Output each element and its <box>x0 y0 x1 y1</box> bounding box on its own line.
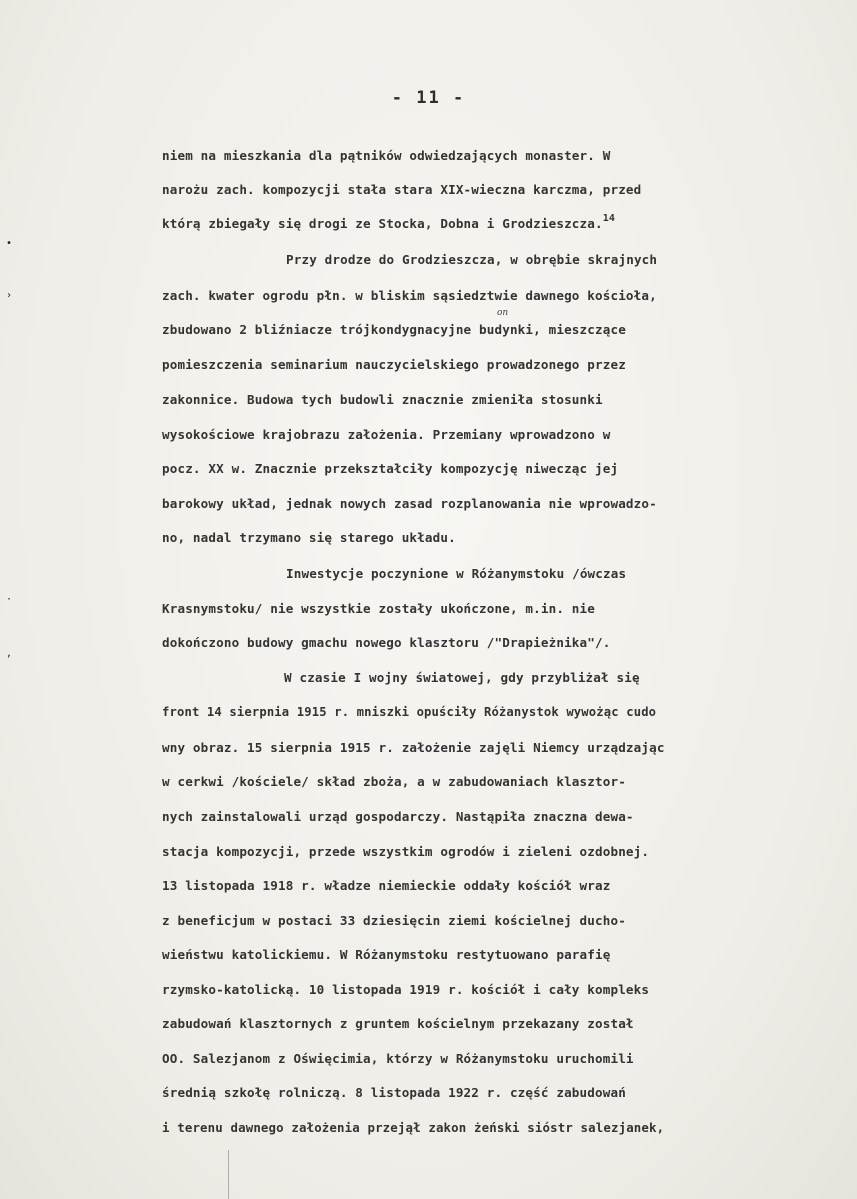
text-line: rzymsko-katolicką. 10 listopada 1919 r. kościół i cały kompleks <box>162 982 650 997</box>
paper-crease <box>228 1150 229 1199</box>
margin-dot: • <box>6 238 13 249</box>
footnote-reference: 14 <box>602 213 616 224</box>
text-line: zakonnice. Budowa tych budowli znacznie zmieniła stosunki <box>162 392 603 407</box>
text-line: i terenu dawnego założenia przejął zakon żeński sióstr salezjanek, <box>162 1120 665 1135</box>
text-line: niem na mieszkania dla pątników odwiedzających monaster. W <box>162 148 611 163</box>
text-line: w cerkwi /kościele/ skład zboża, a w zabudowaniach klasztor- <box>162 774 626 789</box>
margin-mark: ‚ <box>6 648 13 659</box>
text-line: którą zbiegały się drogi ze Stocka, Dobna i Grodzieszcza. <box>162 216 603 231</box>
text-line: dokończono budowy gmachu nowego klasztoru /"Drapieżnika"/. <box>162 635 611 650</box>
text-line: średnią szkołę rolniczą. 8 listopada 1922 r. część zabudowań <box>162 1085 626 1100</box>
margin-mark: › <box>6 290 13 301</box>
text-line-indented: W czasie I wojny światowej, gdy przybliżał się <box>284 670 640 685</box>
text-line: wysokościowe krajobrazu założenia. Przemiany wprowadzono w <box>162 427 611 442</box>
text-line: z beneficjum w postaci 33 dziesięcin ziemi kościelnej ducho- <box>162 913 626 928</box>
text-line: zbudowano 2 bliźniacze trójkondygnacyjne budynki, mieszczące <box>162 322 626 337</box>
text-line: barokowy układ, jednak nowych zasad rozplanowania nie wprowadzo- <box>162 496 657 511</box>
text-line: pocz. XX w. Znacznie przekształciły kompozycję niwecząc jej <box>162 461 619 476</box>
text-line: nych zainstalowali urząd gospodarczy. Nastąpiła znaczna dewa- <box>162 809 634 824</box>
handwritten-insertion: on <box>497 308 509 318</box>
text-line: zach. kwater ogrodu płn. w bliskim sąsiedztwie dawnego kościoła, <box>162 288 657 303</box>
text-line: narożu zach. kompozycji stała stara XIX-wieczna karczma, przed <box>162 182 642 197</box>
text-line: OO. Salezjanom z Oświęcimia, którzy w Różanymstoku uruchomili <box>162 1051 634 1066</box>
text-line: no, nadal trzymano się starego układu. <box>162 530 456 545</box>
text-line: 13 listopada 1918 r. władze niemieckie oddały kościół wraz <box>162 878 611 893</box>
text-line: pomieszczenia seminarium nauczycielskiego prowadzonego przez <box>162 357 626 372</box>
text-line-indented: Przy drodze do Grodzieszcza, w obrębie skrajnych <box>286 252 658 267</box>
page-number: - 11 - <box>391 88 466 108</box>
text-line: wny obraz. 15 sierpnia 1915 r. założenie zajęli Niemcy urządzając <box>162 740 665 755</box>
text-line: wieństwu katolickiemu. W Różanymstoku restytuowano parafię <box>162 947 611 962</box>
text-line-with-footnote <box>162 213 616 231</box>
text-line: front 14 sierpnia 1915 r. mniszki opuściły Różanystok wywożąc cudo <box>162 705 657 719</box>
text-line-indented: Inwestycje poczynione w Różanymstoku /ówczas <box>286 566 627 581</box>
text-line: zabudowań klasztornych z gruntem kościelnym przekazany został <box>162 1016 634 1031</box>
text-line: Krasnymstoku/ nie wszystkie zostały ukończone, m.in. nie <box>162 601 595 616</box>
text-line: stacja kompozycji, przede wszystkim ogrodów i zieleni ozdobnej. <box>162 844 650 859</box>
margin-dot: · <box>6 594 13 605</box>
